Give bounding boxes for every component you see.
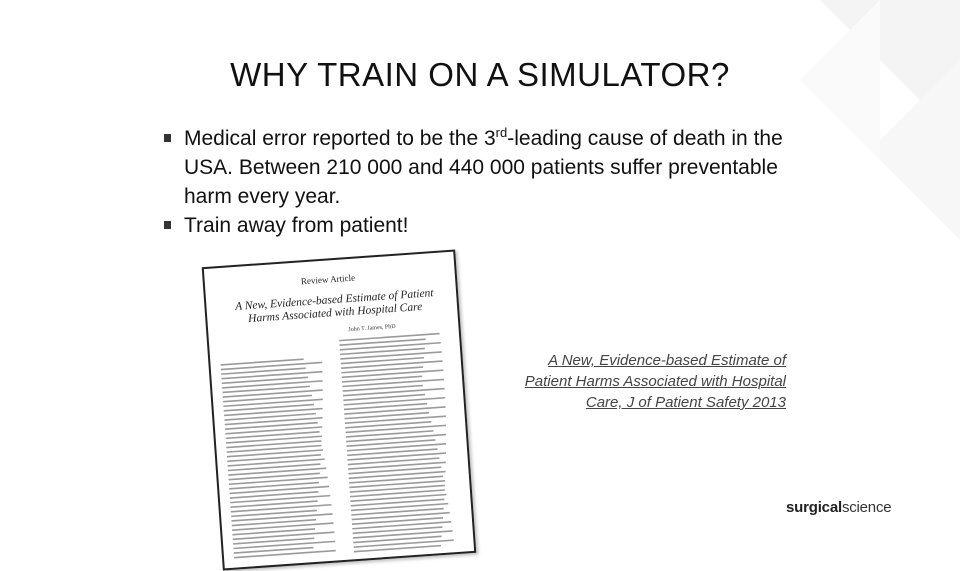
bullet-item-medical-error — [164, 124, 804, 211]
paper-image — [202, 250, 477, 571]
slide-title: WHY TRAIN ON A SIMULATOR? — [230, 56, 730, 93]
bullet-list — [164, 124, 804, 240]
paper-kicker: Review Article — [300, 272, 356, 287]
square-bullet-icon — [164, 221, 171, 229]
logo-bold-text: surgical — [786, 499, 842, 516]
bullet-superscript: rd — [495, 125, 508, 140]
bullet-text-after: -leading cause of death in the USA. Between 210 000 and 440 000 patients suffer preventable harm every year. — [184, 127, 783, 208]
logo-regular-text: science — [841, 499, 892, 516]
bullet-item-train-away — [164, 211, 804, 240]
citation-link[interactable]: A New, Evidence-based Estimate of Patient Harms Associated with Hospital Care, J of Patient Safety 2013 — [524, 352, 786, 411]
surgical-science-logo — [786, 499, 891, 516]
bullet-text-before: Medical error reported to be the 3 — [184, 127, 496, 150]
bullet-text: Train away from patient! — [184, 214, 409, 237]
paper-title: A New, Evidence-based Estimate of Patient Harms Associated with Hospital Care — [234, 287, 434, 326]
paper-author: John T. James, PhD — [348, 323, 396, 334]
square-bullet-icon — [164, 134, 171, 142]
